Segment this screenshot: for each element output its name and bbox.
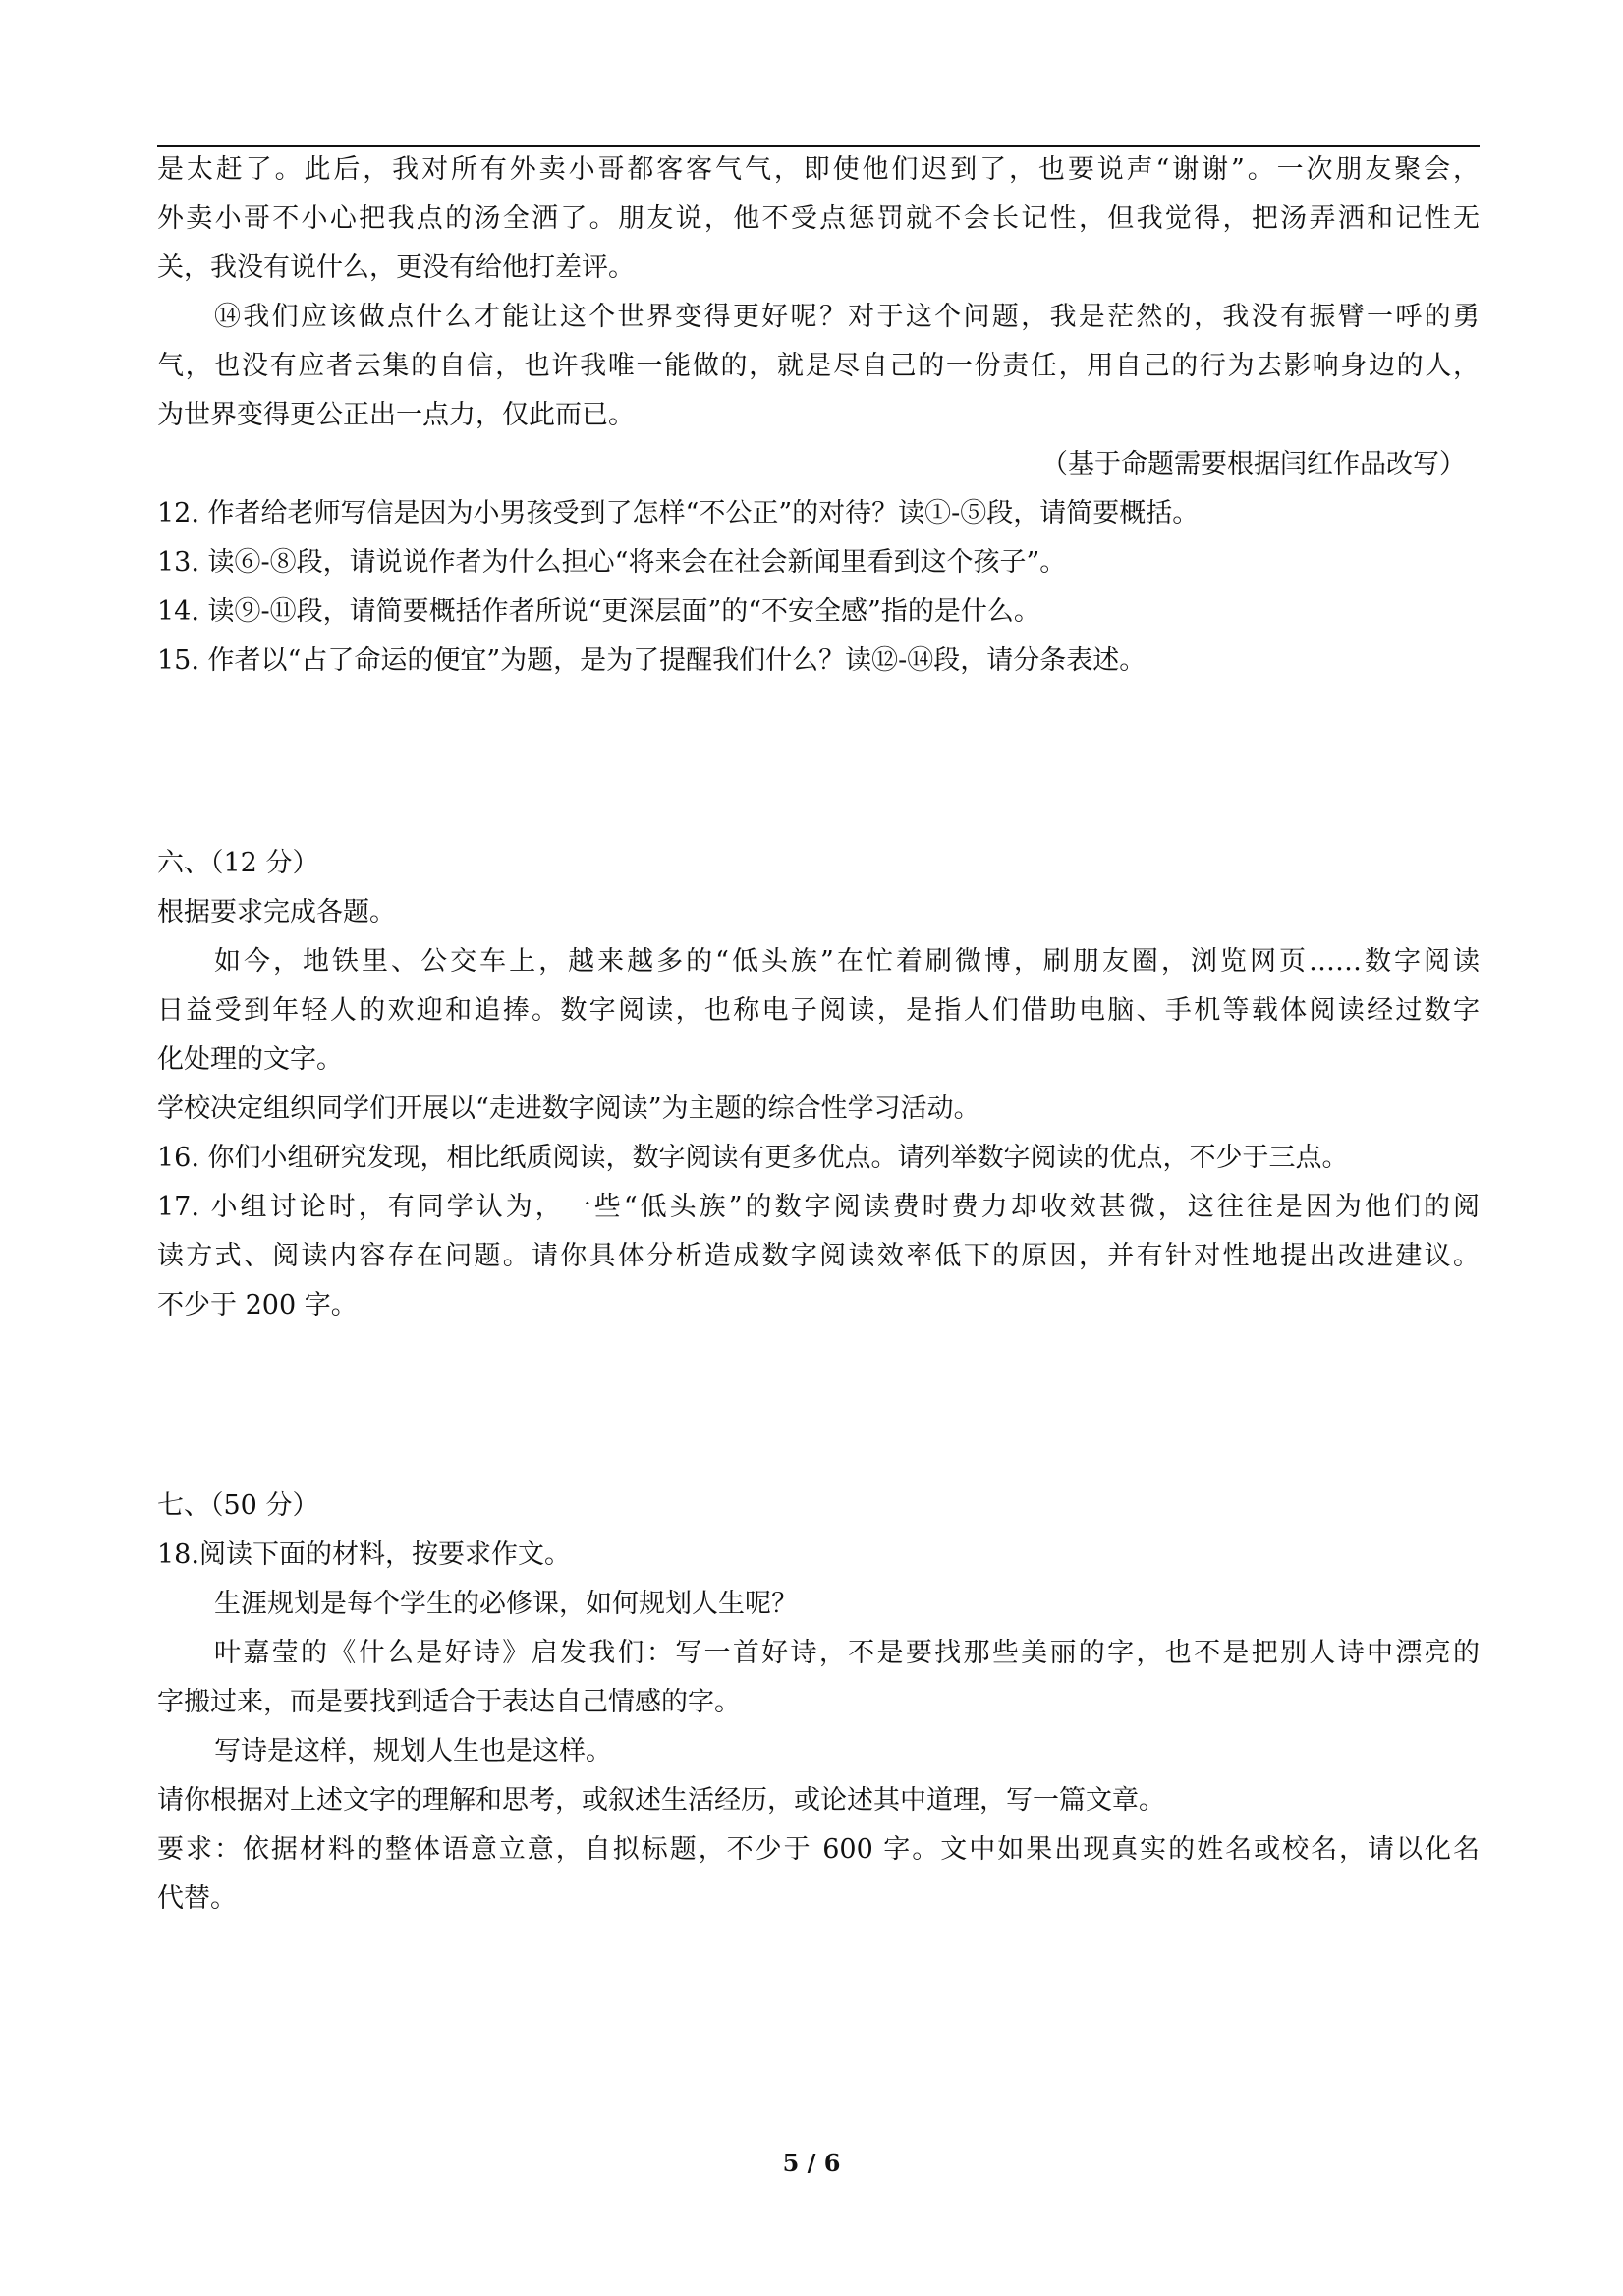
header-rule — [157, 145, 1480, 147]
section-6-intro-line-3: 化处理的文字。 — [157, 1044, 343, 1075]
section-6-instruction: 根据要求完成各题。 — [157, 897, 396, 927]
writing-task: 请你根据对上述文字的理解和思考，或叙述生活经历，或论述其中道理，写一篇文章。 — [157, 1785, 1165, 1816]
material-2-line-1: 叶嘉莹的《什么是好诗》启发我们：写一首好诗，不是要找那些美丽的字，也不是把别人诗中漂亮的 — [214, 1638, 1480, 1668]
section-6-intro-line-2: 日益受到年轻人的欢迎和追捧。数字阅读，也称电子阅读，是指人们借助电脑、手机等载体阅读经过数字 — [157, 995, 1480, 1026]
requirement-line-2: 代替。 — [157, 1883, 237, 1914]
question-12: 12. 作者给老师写信是因为小男孩受到了怎样“不公正”的对待？读①-⑤段，请简要概括。 — [157, 498, 1200, 529]
passage-p14-line-1: ⑭我们应该做点什么才能让这个世界变得更好呢？对于这个问题，我是茫然的，我没有振臂一呼的勇 — [214, 302, 1480, 332]
passage-p13-line-2: 外卖小哥不小心把我点的汤全洒了。朋友说，他不受点惩罚就不会长记性，但我觉得，把汤弄洒和记性无 — [157, 203, 1480, 234]
section-6-heading: 六、（12 分） — [157, 848, 319, 878]
section-7-heading: 七、（50 分） — [157, 1490, 319, 1521]
requirement-line-1: 要求：依据材料的整体语意立意，自拟标题，不少于 600 字。文中如果出现真实的姓名或校名，请以化名 — [157, 1834, 1480, 1865]
question-18: 18.阅读下面的材料，按要求作文。 — [157, 1540, 571, 1570]
question-13: 13. 读⑥-⑧段，请说说作者为什么担心“将来会在社会新闻里看到这个孩子”。 — [157, 547, 1067, 578]
source-note: （基于命题需要根据闫红作品改写） — [1041, 449, 1466, 479]
section-6-intro-line-1: 如今，地铁里、公交车上，越来越多的“低头族”在忙着刷微博，刷朋友圈，浏览网页……数字阅读 — [214, 946, 1480, 977]
page-number: 5 / 6 — [782, 2149, 841, 2177]
material-2-line-2: 字搬过来，而是要找到适合于表达自己情感的字。 — [157, 1687, 741, 1717]
question-15: 15. 作者以“占了命运的便宜”为题，是为了提醒我们什么？读⑫-⑭段，请分条表述。 — [157, 645, 1147, 676]
material-1: 生涯规划是每个学生的必修课，如何规划人生呢？ — [214, 1589, 798, 1619]
passage-p13-line-1: 是太赶了。此后，我对所有外卖小哥都客客气气，即使他们迟到了，也要说声“谢谢”。一次朋友聚会， — [157, 154, 1480, 185]
question-17-line-2: 读方式、阅读内容存在问题。请你具体分析造成数字阅读效率低下的原因，并有针对性地提出改进建议。 — [157, 1241, 1480, 1271]
question-17-line-1: 17. 小组讨论时，有同学认为，一些“低头族”的数字阅读费时费力却收效甚微，这往往是因为他们的阅 — [157, 1192, 1480, 1222]
passage-p14-line-3: 为世界变得更公正出一点力，仅此而已。 — [157, 400, 635, 430]
question-17-line-3: 不少于 200 字。 — [157, 1290, 358, 1320]
question-14: 14. 读⑨-⑪段，请简要概括作者所说“更深层面”的“不安全感”指的是什么。 — [157, 596, 1040, 627]
question-16: 16. 你们小组研究发现，相比纸质阅读，数字阅读有更多优点。请列举数字阅读的优点，不少于三点。 — [157, 1143, 1349, 1173]
material-3: 写诗是这样，规划人生也是这样。 — [214, 1736, 612, 1766]
passage-p14-line-2: 气，也没有应者云集的自信，也许我唯一能做的，就是尽自己的一份责任，用自己的行为去影响身边的人， — [157, 351, 1480, 381]
passage-p13-line-3: 关，我没有说什么，更没有给他打差评。 — [157, 252, 635, 283]
section-6-activity: 学校决定组织同学们开展以“走进数字阅读”为主题的综合性学习活动。 — [157, 1093, 980, 1124]
